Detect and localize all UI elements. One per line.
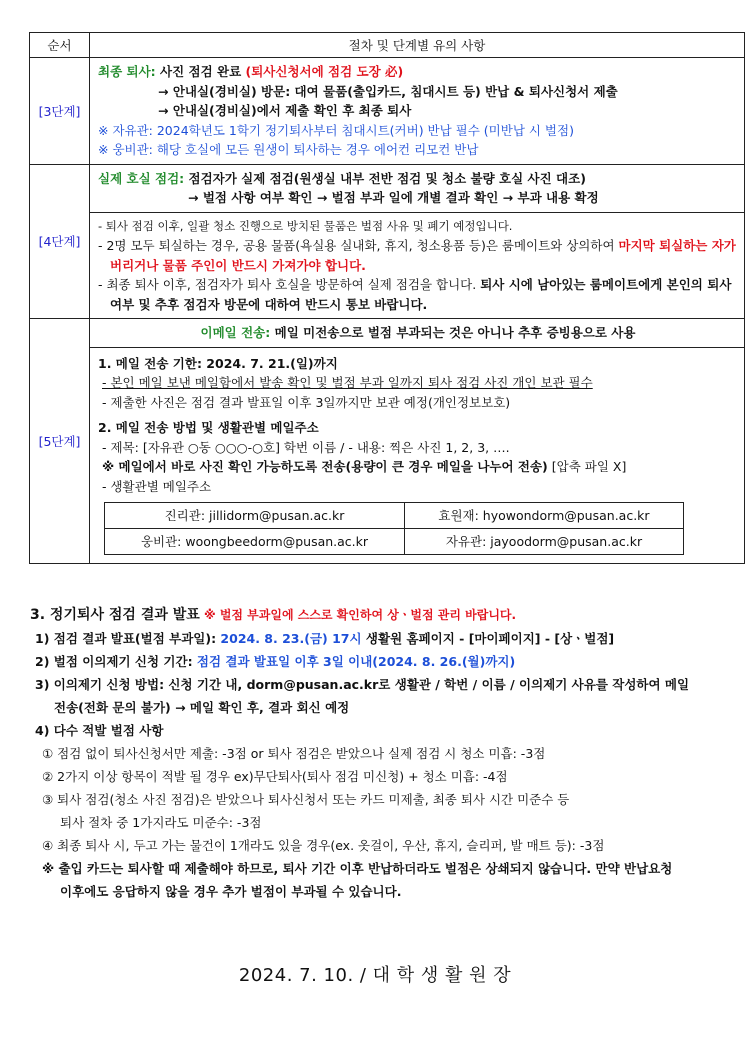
section3-item4: 4) 다수 적발 벌점 사항 (35, 723, 164, 738)
step5-heading1: 1. 메일 전송 기한: 2024. 7. 21.(일)까지 (98, 355, 338, 371)
card-note-line1: ※ 출입 카드는 퇴사할 때 제출해야 하므로, 퇴사 기간 이후 반납하더라도 벌점은 상쇄되지 않습니다. 만약 반납요청 (42, 861, 673, 876)
step5-h1-bullet2: - 제출한 사진은 점검 결과 발표일 이후 3일까지만 보관 예정(개인정보보호) (102, 394, 511, 410)
section3-item2: 2) 벌점 이의제기 신청 기간: 점검 결과 발표일 이후 3일 이내(2024. 8. 26.(월)까지) (35, 654, 516, 669)
col-header-order: 순서 (30, 33, 90, 58)
step5-h2-note: ※ 메일에서 바로 사진 확인 가능하도록 전송(용량이 큰 경우 메일을 나누어 전송) [압축 파일 X] (102, 459, 627, 474)
email-woongbee[interactable]: 웅비관: woongbeedorm@pusan.ac.kr (105, 529, 405, 555)
step3-line2: → 안내실(경비실) 방문: 대여 물품(출입카드, 침대시트 등) 반납 & 퇴사신청서 제출 (158, 83, 618, 99)
penalty-case2: ② 2가지 이상 항목이 적발 될 경우 ex)무단퇴사(퇴사 점검 미신청) + 청소 미흡: -4점 (42, 769, 508, 784)
col-header-procedure: 절차 및 단계별 유의 사항 (90, 33, 745, 58)
step3-note2: ※ 웅비관: 해당 호실에 모든 원생이 퇴사하는 경우 에어컨 리모컨 반납 (98, 142, 479, 157)
email-row (105, 529, 684, 555)
step5-h1-bullet1: - 본인 메일 보낸 메일함에서 발송 확인 및 벌점 부과 일까지 퇴사 점검 사진 개인 보관 필수 (102, 375, 593, 390)
issuer-footer: 2024. 7. 10. / 대 학 생 활 원 장 (238, 965, 512, 986)
step4-line2: → 벌점 사항 여부 확인 → 벌점 부과 일에 개별 결과 확인 → 부과 내용 확정 (188, 190, 599, 205)
email-table (104, 502, 684, 555)
penalty-case1: ① 점검 없이 퇴사신청서만 제출: -3점 or 퇴사 점검은 받았으나 실제 점검 시 청소 미흡: -3점 (42, 746, 546, 761)
step5-label: [5단계] (30, 319, 90, 564)
step3-note1: ※ 자유관: 2024학년도 1학기 정기퇴사부터 침대시트(커버) 반납 필수 (미반납 시 벌점) (98, 122, 574, 138)
email-hyowon[interactable]: 효원재: hyowondorm@pusan.ac.kr (404, 503, 683, 529)
step4-bullets (90, 212, 744, 319)
email-jayoo[interactable]: 자유관: jayoodorm@pusan.ac.kr (404, 529, 683, 555)
step4-bullet2: - 2명 모두 퇴실하는 경우, 공용 물품(욕실용 실내화, 휴지, 청소용품 등)은 룸메이트와 상의하여 마지막 퇴실하는 자가 버리거나 물품 주인이 반드시 가져가야 합니다. (98, 238, 736, 273)
step3-content (90, 58, 745, 165)
step4-label: [4단계] (30, 164, 90, 319)
step5-content (90, 319, 745, 564)
step5-heading2: 2. 메일 전송 방법 및 생활관별 메일주소 (98, 420, 319, 435)
section3 (30, 604, 740, 903)
step3-label: [3단계] (30, 58, 90, 165)
email-jilli[interactable]: 진리관: jillidorm@pusan.ac.kr (105, 503, 405, 529)
step3-title: 최종 퇴사: 사진 점검 완료 (퇴사신청서에 점검 도장 必) (98, 64, 404, 79)
section3-item3-line1: 3) 이의제기 신청 방법: 신청 기간 내, dorm@pusan.ac.kr로 생활관 / 학번 / 이름 / 이의제기 사유를 작성하여 메일 (35, 677, 690, 692)
step5-row (30, 319, 745, 564)
step4-row (30, 164, 745, 319)
section3-item3-line2: 전송(전화 문의 불가) → 메일 확인 후, 결과 회신 예정 (54, 700, 350, 715)
step3-line3: → 안내실(경비실)에서 제출 확인 후 최종 퇴사 (158, 103, 412, 118)
step3-row (30, 58, 745, 165)
card-note-line2: 이후에도 응답하지 않을 경우 추가 벌점이 부과될 수 있습니다. (60, 884, 402, 899)
step5-h2-bullet2: - 생활관별 메일주소 (102, 478, 212, 494)
step4-bullet1: - 퇴사 점검 이후, 일괄 청소 진행으로 방치된 물품은 벌점 사유 및 폐기 예정입니다. (98, 218, 513, 233)
penalty-case3-line1: ③ 퇴사 점검(청소 사진 점검)은 받았으나 퇴사신청서 또는 카드 미제출, 최종 퇴사 시간 미준수 등 (42, 792, 570, 807)
step5-top (90, 319, 744, 347)
step4-title: 실제 호실 점검: 점검자가 실제 점검(원생실 내부 전반 점검 및 청소 불량 호실 사진 대조) (98, 170, 586, 186)
table-header-row (30, 33, 745, 58)
section3-item1: 1) 점검 결과 발표(벌점 부과일): 2024. 8. 23.(금) 17시 생활원 홈페이지 - [마이페이지] - [상ㆍ벌점] (35, 631, 615, 646)
step4-content (90, 164, 745, 319)
step5-title: 이메일 전송: 메일 미전송으로 벌점 부과되는 것은 아니나 추후 증빙용으로 사용 (200, 325, 636, 340)
procedure-table (29, 32, 745, 564)
step5-h2-bullet1: - 제목: [자유관 ○동 ○○○-○호] 학번 이름 / - 내용: 찍은 사진 1, 2, 3, …. (102, 439, 510, 455)
step4-bullet3: - 최종 퇴사 이후, 점검자가 퇴사 호실을 방문하여 실제 점검을 합니다. 퇴사 시에 남아있는 룸메이트에게 본인의 퇴사 여부 및 추후 점검자 방문에 대하여 반드시 통보 바랍니다. (98, 277, 732, 312)
penalty-case4: ④ 최종 퇴사 시, 두고 가는 물건이 1개라도 있을 경우(ex. 옷걸이, 우산, 휴지, 슬리퍼, 발 매트 등): -3점 (42, 838, 605, 853)
section3-title: 3. 정기퇴사 점검 결과 발표 ※ 벌점 부과일에 스스로 확인하여 상ㆍ벌점 관리 바랍니다. (30, 607, 517, 623)
step4-top (90, 165, 744, 212)
step5-body (90, 347, 744, 564)
email-row (105, 503, 684, 529)
penalty-case3-line2: 퇴사 절차 중 1가지라도 미준수: -3점 (60, 815, 262, 830)
